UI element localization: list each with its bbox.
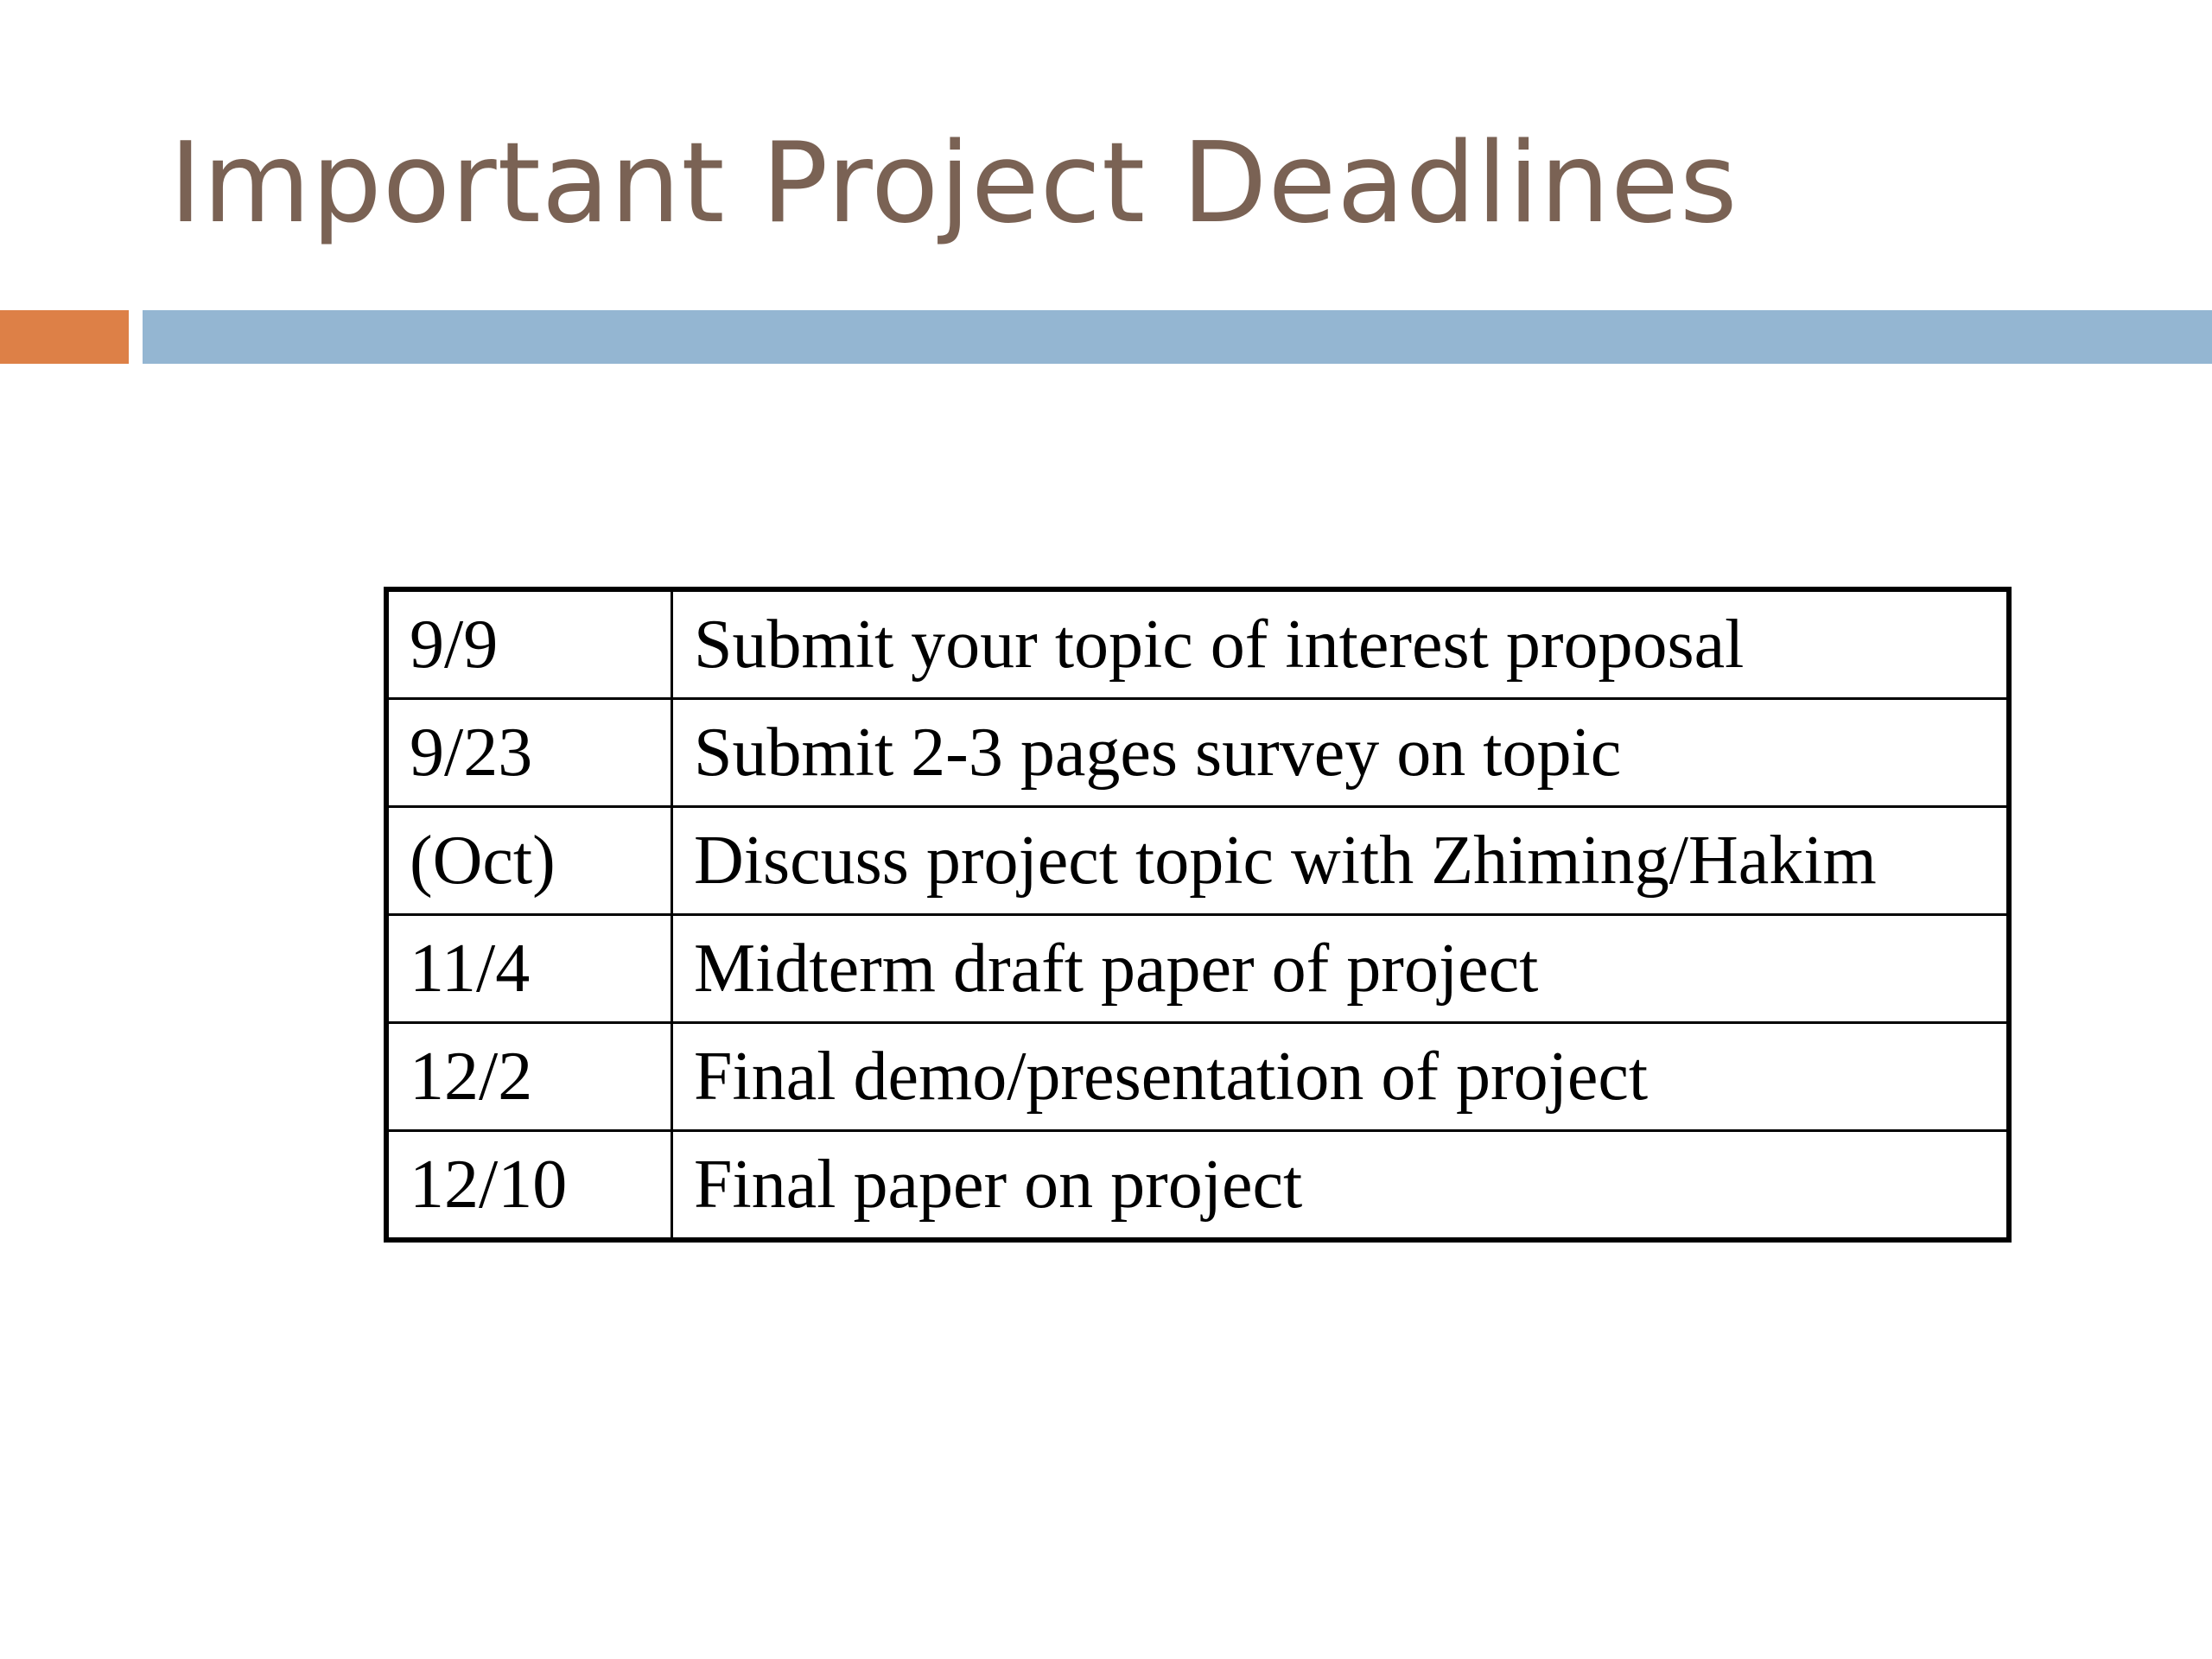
table-row bbox=[386, 699, 2009, 807]
deadline-date: (Oct) bbox=[386, 807, 672, 915]
deadline-date: 9/23 bbox=[386, 699, 672, 807]
table-row bbox=[386, 807, 2009, 915]
deadline-task: Discuss project topic with Zhiming/Hakim bbox=[672, 807, 2010, 915]
deadline-date: 11/4 bbox=[386, 915, 672, 1023]
deadline-date: 9/9 bbox=[386, 589, 672, 699]
deadline-date: 12/2 bbox=[386, 1023, 672, 1131]
slide-title: Important Project Deadlines bbox=[169, 119, 1738, 248]
table-row bbox=[386, 915, 2009, 1023]
deadline-task: Submit your topic of interest proposal bbox=[672, 589, 2010, 699]
table-row bbox=[386, 1023, 2009, 1131]
deadline-task: Final paper on project bbox=[672, 1131, 2010, 1241]
deadline-task: Submit 2-3 pages survey on topic bbox=[672, 699, 2010, 807]
accent-bar-blue bbox=[143, 310, 2212, 364]
deadline-task: Midterm draft paper of project bbox=[672, 915, 2010, 1023]
deadline-date: 12/10 bbox=[386, 1131, 672, 1241]
table-row bbox=[386, 589, 2009, 699]
deadline-task: Final demo/presentation of project bbox=[672, 1023, 2010, 1131]
table-row bbox=[386, 1131, 2009, 1241]
accent-bar-orange bbox=[0, 310, 129, 364]
deadlines-table bbox=[384, 587, 2012, 1243]
